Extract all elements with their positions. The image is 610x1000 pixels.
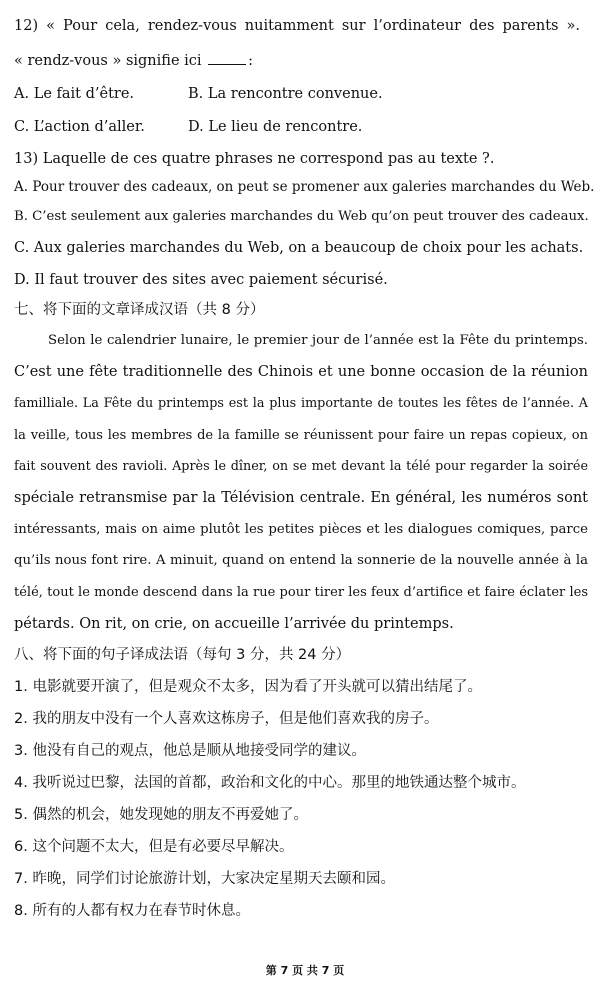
passage-line: Selon le calendrier lunaire, le premier jour de l’année est la Fête du printemps. <box>48 333 588 348</box>
translation-sentence: 1. 电影就要开演了，但是观众不太多，因为看了开头就可以猜出结尾了。 <box>14 679 482 695</box>
translation-sentence: 2. 我的朋友中没有一个人喜欢这栋房子，但是他们喜欢我的房子。 <box>14 711 439 727</box>
section7-heading: 七、将下面的文章译成汉语（共 8 分） <box>14 302 265 318</box>
q12-question-prefix: « rendz-vous » signifie ici <box>14 53 202 69</box>
q13-option-a: A. Pour trouver des cadeaux, on peut se promener aux galeries marchandes du Web. <box>14 179 595 195</box>
passage-line: pétards. On rit, on crie, on accueille l’arrivée du printemps. <box>14 616 454 632</box>
q12-option-d: D. Le lieu de rencontre. <box>188 119 363 135</box>
q13-option-b: B. C’est seulement aux galeries marchandes du Web qu’on peut trouver des cadeaux. <box>14 209 589 224</box>
translation-sentence: 6. 这个问题不太大，但是有必要尽早解决。 <box>14 839 294 855</box>
translation-sentence: 7. 昨晚，同学们讨论旅游计划，大家决定星期天去颐和园。 <box>14 871 395 887</box>
translation-sentence: 4. 我听说过巴黎，法国的首都，政治和文化的中心。那里的地铁通达整个城市。 <box>14 775 526 791</box>
translation-sentence: 3. 他没有自己的观点，他总是顺从地接受同学的建议。 <box>14 743 366 759</box>
q12-option-a: A. Le fait d’être. <box>14 86 135 102</box>
q13-option-c: C. Aux galeries marchandes du Web, on a beaucoup de choix pour les achats. <box>14 240 584 256</box>
passage-line: C’est une fête traditionnelle des Chinois et une bonne occasion de la réunion <box>14 364 588 380</box>
q12-question-suffix: : <box>248 53 254 69</box>
passage-line: télé, tout le monde descend dans la rue pour tirer les feux d’artifice et faire éclater les <box>14 585 588 600</box>
page-number: 第 7 页 共 7 页 <box>265 964 345 977</box>
q13-option-d: D. Il faut trouver des sites avec paiement sécurisé. <box>14 272 388 288</box>
q12-question-line1: 12) « Pour cela, rendez-vous nuitamment sur l’ordinateur des parents ». <box>14 18 580 34</box>
passage-line: spéciale retransmise par la Télévision centrale. En général, les numéros sont <box>14 490 588 506</box>
q12-question-line2 <box>14 50 253 71</box>
translation-sentence: 8. 所有的人都有权力在春节时休息。 <box>14 903 250 919</box>
translation-sentence: 5. 偶然的机会，她发现她的朋友不再爱她了。 <box>14 807 308 823</box>
passage-line: la veille, tous les membres de la famille se réunissent pour faire un repas copieux, on <box>14 428 588 443</box>
passage-line: intéressants, mais on aime plutôt les petites pièces et les dialogues comiques, parce <box>14 522 588 537</box>
passage-line: familliale. La Fête du printemps est la plus importante de toutes les fêtes de l’année. A <box>14 396 588 411</box>
section8-heading: 八、将下面的句子译成法语（每句 3 分，共 24 分） <box>14 647 351 663</box>
q12-option-c: C. L’action d’aller. <box>14 119 145 135</box>
passage-line: fait souvent des ravioli. Après le dîner, on se met devant la télé pour regarder la soirée <box>14 459 588 474</box>
q12-option-b: B. La rencontre convenue. <box>188 86 383 102</box>
answer-blank <box>208 50 246 65</box>
passage-line: qu’ils nous font rire. A minuit, quand on entend la sonnerie de la nouvelle année à la <box>14 553 588 568</box>
q13-question: 13) Laquelle de ces quatre phrases ne correspond pas au texte ?. <box>14 151 495 167</box>
